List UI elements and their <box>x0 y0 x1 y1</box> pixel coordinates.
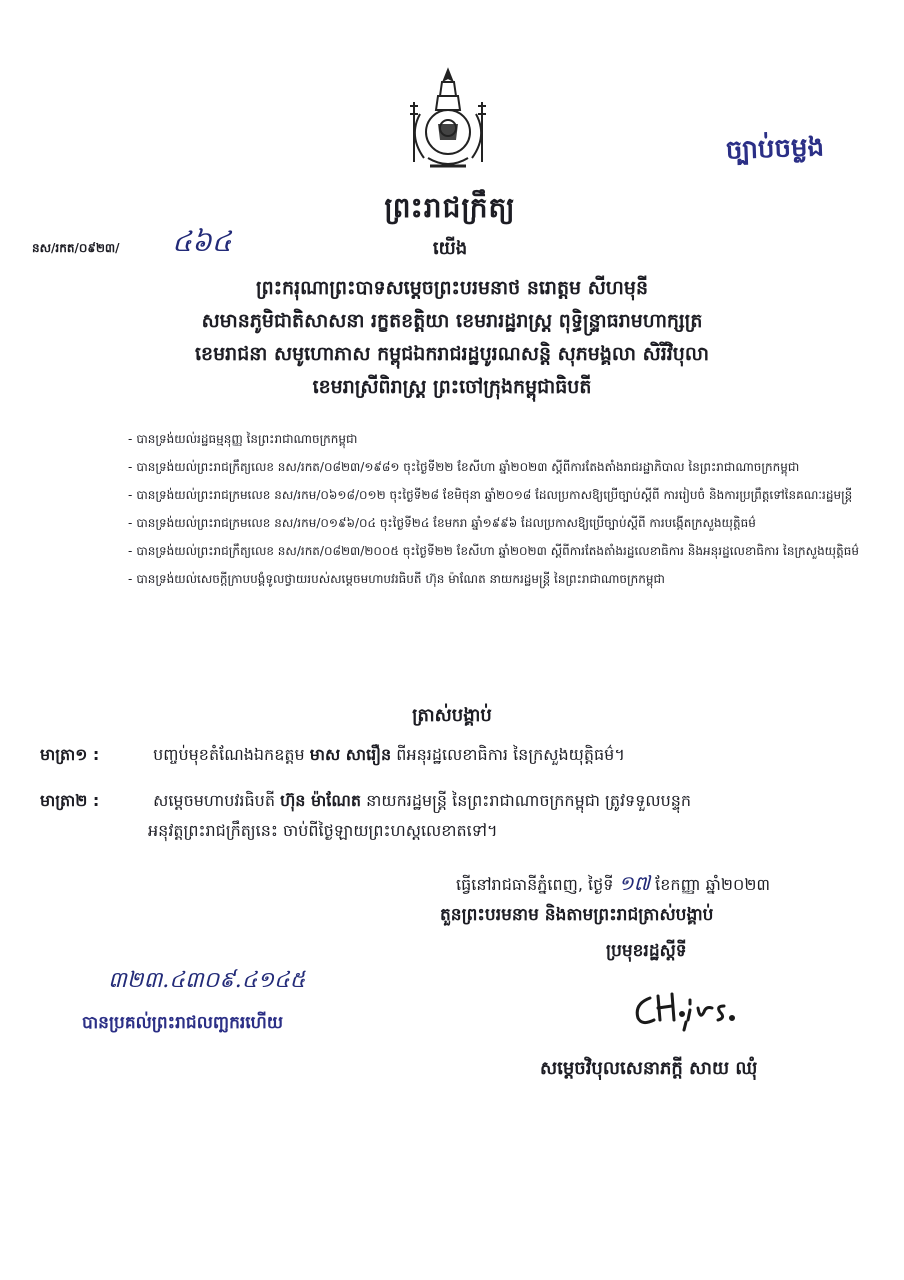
date-prefix: ធ្វើនៅរាជធានីភ្នំពេញ, ថ្ងៃទី <box>456 875 614 894</box>
bullet-dash: - <box>128 488 133 502</box>
legal-basis-item <box>128 540 868 562</box>
bullet-dash: - <box>128 460 133 474</box>
signer-name: សម្តេចវិបុលសេនាភក្តី សាយ ឈុំ <box>540 1058 758 1079</box>
person-name: មាស សារឿន <box>309 745 392 764</box>
king-title-line: សមានភូមិជាតិសាសនា រក្ខតខត្តិយា ខេមរារដ្ឋរាស្ត្រ ពុទ្ធិន្ទ្រាធរាមហាក្សត្រ <box>201 310 703 332</box>
article-label: មាត្រា២ : <box>40 791 100 810</box>
legal-basis-item <box>128 568 868 590</box>
legal-basis-text: បានទ្រង់យល់ព្រះរាជក្រមលេខ នស/រកម/០៦១៨/០១២ ចុះថ្ងៃទី២៨ ខែមិថុនា ឆ្នាំ២០១៨ ដែលប្រកាសឱ្យប្រើច្បាប់ស្តីពី ការរៀបចំ និងការប្រព្រឹត្តទៅនៃគណៈរដ្ឋមន្ត្រី <box>136 488 853 502</box>
legal-basis-item <box>128 484 868 506</box>
legal-basis-text: បានទ្រង់យល់រដ្ឋធម្មនុញ្ញ នៃព្រះរាជាណាចក្រកម្ពុជា <box>136 432 358 446</box>
royal-coat-of-arms-icon <box>398 66 498 176</box>
we-heading: យើង <box>432 238 468 259</box>
bullet-dash: - <box>128 516 133 530</box>
king-title-line: ព្រះករុណាព្រះបាទសម្តេចព្រះបរមនាថ នរោត្តម សីហមុនី <box>255 277 649 299</box>
article-line <box>40 786 880 816</box>
handwritten-day: ១៧ <box>618 871 651 895</box>
date-suffix: ខែកញ្ញា ឆ្នាំ២០២៣ <box>655 875 771 894</box>
article-continuation: អនុវត្តព្រះរាជក្រឹត្យនេះ ចាប់ពីថ្ងៃឡាយព្រះហស្តលេខាតទៅ។ <box>148 821 498 840</box>
date-line <box>456 870 770 900</box>
reference-number: នស/រកត/០៩២៣/ <box>32 241 120 255</box>
article-label: មាត្រា១ : <box>40 745 100 764</box>
king-title-line: ខេមរាជនា សមូហោភាស កម្ពុជឯករាជរដ្ឋបូរណសន្តិ សុភមង្គលា សិរីវិបុលា <box>195 343 709 365</box>
person-name: ហ៊ុន ម៉ាណែត <box>280 791 362 810</box>
countersign-line: តួនព្រះបរមនាម និងតាមព្រះរាជត្រាស់បង្គាប់ <box>440 905 714 925</box>
decree-title: ព្រះរាជក្រឹត្យ <box>384 191 516 224</box>
article-text: សម្តេចមហាបវរធិបតី <box>153 791 275 810</box>
article-text: ពីអនុរដ្ឋលេខាធិការ នៃក្រសួងយុត្តិធម៌។ <box>396 745 625 764</box>
command-heading: ត្រាស់បង្គាប់ <box>412 705 492 726</box>
bullet-dash: - <box>128 544 133 558</box>
signature-icon <box>628 986 748 1032</box>
legal-basis-item <box>128 456 868 478</box>
bullet-dash: - <box>128 432 133 446</box>
legal-basis-text: បានទ្រង់យល់ព្រះរាជក្រឹត្យលេខ នស/រកត/០៨២៣/១៩៨១ ចុះថ្ងៃទី២២ ខែសីហា ឆ្នាំ២០២៣ ស្តីពីការតែងតាំងរាជរដ្ឋាភិបាល នៃព្រះរាជាណាចក្រកម្ពុជា <box>136 460 800 474</box>
bullet-dash: - <box>128 572 133 586</box>
legal-basis-text: បានទ្រង់យល់ព្រះរាជក្រឹត្យលេខ នស/រកត/០៨២៣/២០០៥ ចុះថ្ងៃទី២២ ខែសីហា ឆ្នាំ២០២៣ ស្តីពីការតែងតាំងរដ្ឋលេខាធិការ និងអនុរដ្ឋលេខាធិការ នៃក្រសួងយុត្តិធម៌ <box>136 544 859 558</box>
legal-bases-list <box>128 428 868 596</box>
reference-handwritten-number: ៤៦៤ <box>172 225 232 258</box>
legal-basis-item <box>128 512 868 534</box>
article-text: នាយករដ្ឋមន្ត្រី នៃព្រះរាជាណាចក្រកម្ពុជា ត្រូវទទួលបន្ទុក <box>366 791 692 810</box>
royal-seal-affixed-stamp: បានប្រគល់ព្រះរាជលញ្ឆករហើយ <box>82 1013 284 1033</box>
legal-basis-item <box>128 428 868 450</box>
acting-head-of-state: ប្រមុខរដ្ឋស្តីទី <box>606 941 687 961</box>
article-2 <box>40 786 880 846</box>
certified-copy-stamp: ច្បាប់ចម្លង <box>725 132 825 166</box>
king-title-block <box>80 272 824 404</box>
article-text: បញ្ចប់មុខតំណែងឯកឧត្តម <box>153 745 305 764</box>
legal-basis-text: បានទ្រង់យល់ព្រះរាជក្រមលេខ នស/រកម/០១៩៦/០៤ ចុះថ្ងៃទី២៤ ខែមករា ឆ្នាំ១៩៩៦ ដែលប្រកាសឱ្យប្រើច្បាប់ស្តីពី ការបង្កើតក្រសួងយុត្តិធម៌ <box>136 516 756 530</box>
king-title-line: ខេមរាស្រីពិរាស្ត្រ ព្រះចៅក្រុងកម្ពុជាធិបតី <box>312 376 592 398</box>
registration-handwritten-number: ៣២៣.៤៣០៩.៤១៤៥ <box>108 968 306 993</box>
legal-basis-text: បានទ្រង់យល់សេចក្តីក្រាបបង្គំទូលថ្វាយរបស់សម្តេចមហាបវរធិបតី ហ៊ុន ម៉ាណែត នាយករដ្ឋមន្ត្រី នៃព្រះរាជាណាចក្រកម្ពុជា <box>136 572 665 586</box>
article-1 <box>40 740 880 770</box>
